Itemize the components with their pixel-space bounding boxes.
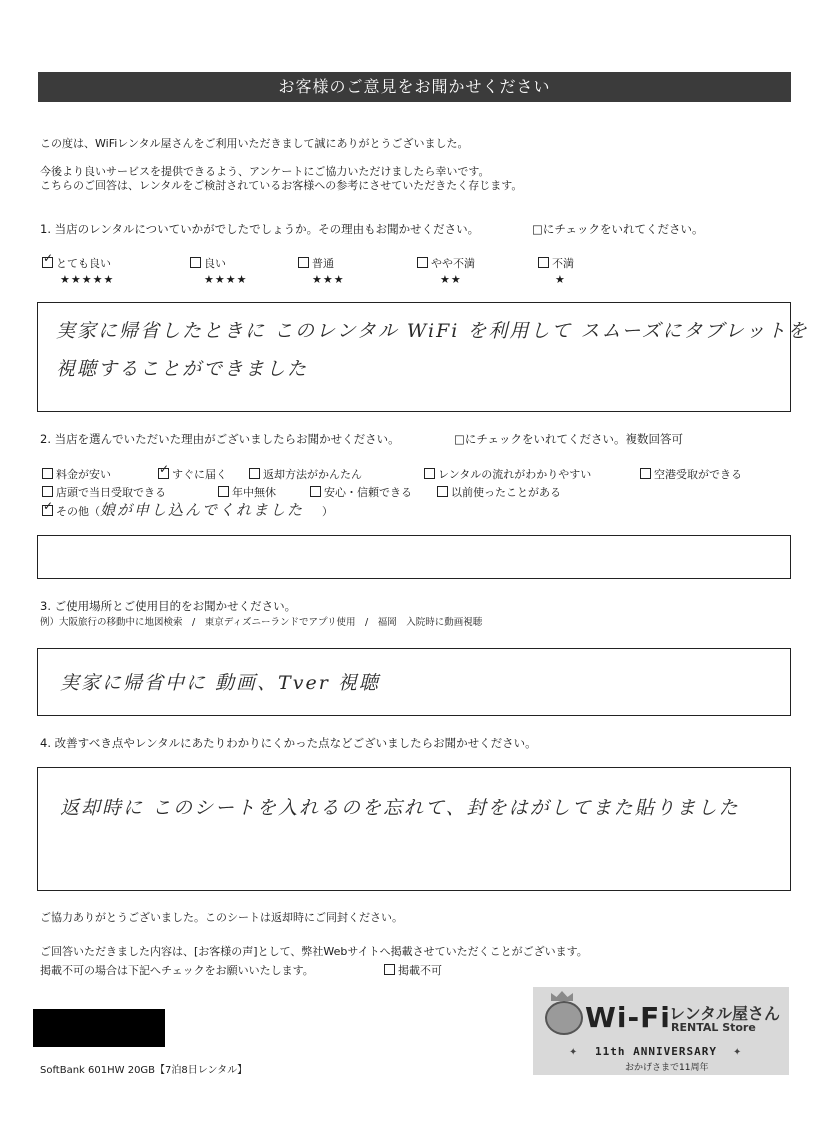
q3-question: 3. ご使用場所とご使用目的をお聞かせください。 (40, 599, 297, 613)
q2-option-store-pickup[interactable] (42, 486, 166, 499)
q2-option-fast-delivery[interactable] (158, 468, 227, 481)
q2-option-used-before[interactable] (437, 486, 561, 499)
intro-line-1: この度は、WiFiレンタル屋さんをご利用いただきまして誠にありがとうございました。 (40, 137, 469, 150)
q1-instruction: □にチェックをいれてください。 (532, 222, 704, 236)
checkbox[interactable] (42, 468, 53, 479)
q1-option-dissatisfied[interactable] (538, 257, 574, 270)
page-title: お客様のご意見をお聞かせください (38, 72, 791, 102)
q2-other-close: ） (322, 505, 334, 518)
checkbox[interactable] (298, 257, 309, 268)
checkbox[interactable] (417, 257, 428, 268)
q2-option-easy-return[interactable] (249, 468, 362, 481)
q2-other-label: その他（ (56, 505, 100, 518)
q4-answer: 返却時に このシートを入れるのを忘れて、封をはがしてまた貼りました (60, 797, 740, 819)
three-stars-icon: ★★★ (312, 273, 345, 286)
q2-option-label: 以前使ったことがある (451, 486, 561, 499)
q1-option-average[interactable] (298, 257, 334, 270)
q2-answer-box[interactable] (37, 535, 791, 579)
q1-option-label: とても良い (56, 257, 111, 270)
redaction-block (33, 1009, 165, 1047)
q2-instruction: □にチェックをいれてください。複数回答可 (454, 432, 684, 446)
checkbox-checked[interactable] (42, 257, 53, 268)
q4-answer-box[interactable] (37, 767, 791, 891)
q1-question: 1. 当店のレンタルについていかがでしたでしょうか。その理由もお聞かせください。 (40, 222, 480, 236)
intro-line-3: こちらのご回答は、レンタルをご検討されているお客様への参考にさせていただきたく存じます。 (40, 179, 523, 192)
checkbox[interactable] (249, 468, 260, 479)
checkbox-checked[interactable] (42, 505, 53, 516)
sparkle-icon: ✦ (569, 1047, 578, 1058)
q2-other-text: 娘が申し込んでくれました (100, 501, 305, 519)
q1-option-label: やや不満 (431, 257, 475, 270)
q2-option-label: 安心・信頼できる (324, 486, 412, 499)
checkbox[interactable] (310, 486, 321, 497)
two-stars-icon: ★★ (440, 273, 462, 286)
crown-icon (551, 991, 573, 1001)
sparkle-icon: ✦ (733, 1047, 742, 1058)
q1-option-label: 不満 (552, 257, 574, 270)
logo-anniversary: 11th ANNIVERSARY (595, 1045, 717, 1058)
q2-option-airport-pickup[interactable] (640, 468, 742, 481)
q3-answer: 実家に帰省中に 動画、Tver 視聴 (60, 672, 380, 694)
logo-anniversary-sub: おかげさまで11周年 (625, 1063, 709, 1073)
logo-en-name: RENTAL Store (671, 1021, 756, 1034)
q4-question: 4. 改善すべき点やレンタルにあたりわかりにくかった点などございましたらお聞かせください。 (40, 736, 537, 750)
q1-answer-box[interactable] (37, 302, 809, 412)
checkbox[interactable] (218, 486, 229, 497)
wifi-rental-logo (533, 987, 789, 1075)
q3-example: 例）大阪旅行の移動中に地図検索 / 東京ディズニーランドでアプリ使用 / 福岡 入院時に動画視聴 (40, 617, 483, 628)
q2-option-label: 店頭で当日受取できる (56, 486, 166, 499)
mascot-icon (545, 1001, 583, 1035)
q2-option-trustworthy[interactable] (310, 486, 412, 499)
no-publish-option[interactable] (384, 964, 442, 977)
q2-option-label: すぐに届く (172, 468, 227, 481)
four-stars-icon: ★★★★ (204, 273, 248, 286)
publish-notice-line-1: ご回答いただきました内容は、[お客様の声]として、弊社Webサイトへ掲載させていただくことがございます。 (40, 945, 588, 958)
q2-option-cheap[interactable] (42, 468, 111, 481)
q1-option-label: 良い (204, 257, 226, 270)
q1-option-very-good[interactable] (42, 257, 111, 270)
no-publish-label: 掲載不可 (398, 964, 442, 977)
q1-option-label: 普通 (312, 257, 334, 270)
five-stars-icon: ★★★★★ (60, 273, 115, 286)
q2-option-label: 年中無休 (232, 486, 276, 499)
q3-answer-box[interactable] (37, 648, 791, 716)
intro-line-2: 今後より良いサービスを提供できるよう、アンケートにご協力いただけましたら幸いです。 (40, 165, 490, 178)
q2-option-label: 料金が安い (56, 468, 111, 481)
logo-jp-name: レンタル屋さん (669, 1004, 780, 1023)
q2-option-label: レンタルの流れがわかりやすい (438, 468, 592, 481)
checkbox[interactable] (437, 486, 448, 497)
checkbox[interactable] (384, 964, 395, 975)
checkbox[interactable] (42, 486, 53, 497)
checkbox[interactable] (424, 468, 435, 479)
checkbox[interactable] (190, 257, 201, 268)
q1-answer-line-2: 視聴することができました (56, 358, 309, 380)
device-info: SoftBank 601HW 20GB【7泊8日レンタル】 (40, 1065, 248, 1076)
q2-question: 2. 当店を選んでいただいた理由がございましたらお聞かせください。 (40, 432, 400, 446)
q2-option-easy-flow[interactable] (424, 468, 591, 481)
publish-notice-line-2: 掲載不可の場合は下記へチェックをお願いいたします。 (40, 964, 314, 977)
one-star-icon: ★ (555, 273, 566, 286)
q2-option-open-all-year[interactable] (218, 486, 276, 499)
checkbox[interactable] (538, 257, 549, 268)
q1-option-somewhat-dissatisfied[interactable] (417, 257, 475, 270)
checkbox-checked[interactable] (158, 468, 169, 479)
q2-option-label: 返却方法がかんたん (263, 468, 362, 481)
q2-option-label: 空港受取ができる (654, 468, 742, 481)
q2-option-other[interactable] (42, 501, 334, 519)
logo-wifi-text: Wi-Fi (585, 1001, 671, 1034)
checkbox[interactable] (640, 468, 651, 479)
q1-answer-line-1: 実家に帰省したときに このレンタル WiFi を利用して スムーズにタブレットを (56, 320, 809, 342)
q1-option-good[interactable] (190, 257, 226, 270)
thanks-text: ご協力ありがとうございました。このシートは返却時にご同封ください。 (40, 911, 403, 924)
